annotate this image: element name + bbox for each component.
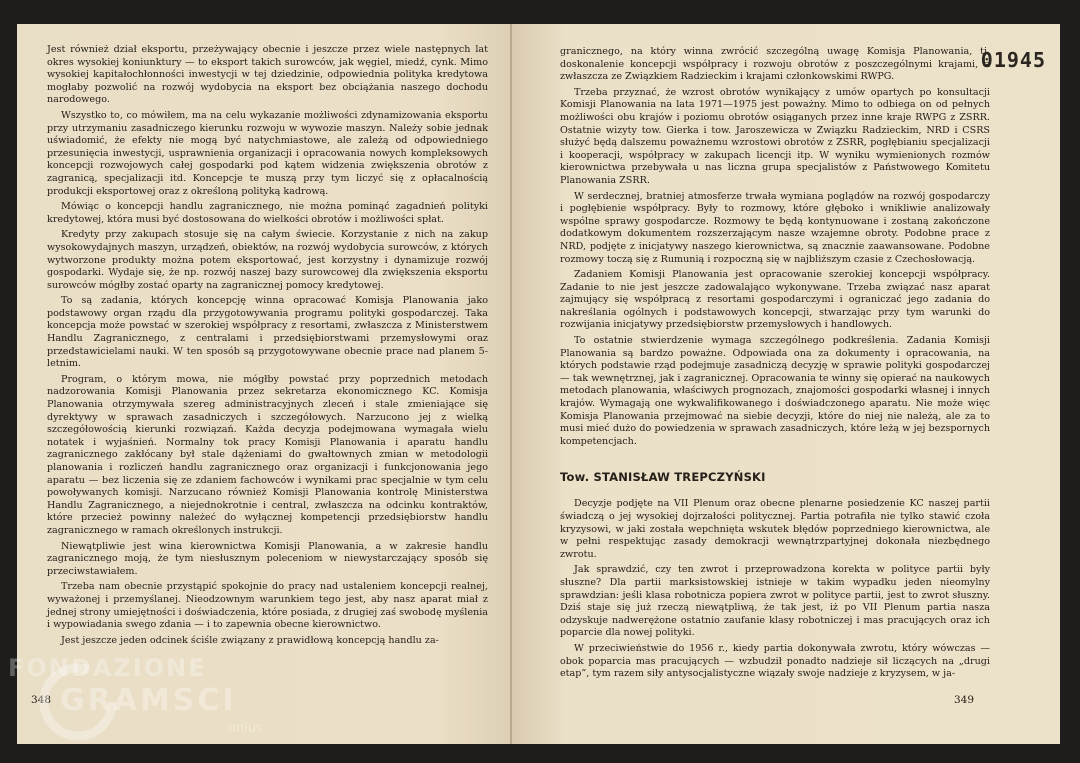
paragraph: Jest również dział eksportu, przeżywający obecnie i jeszcze przez wiele następnych lat okres wysokiej koniunktury — to eksport takich surowców, jak węgiel, miedź, cynk. Mimo wysokiej kapitałochłonności inwestycji w tej dziedzinie, odpowiednia polityka kredytowa mogłaby pozwolić na rozwój wydobycia na eksport bez obciążania naszego dochodu narodowego.: [47, 44, 488, 106]
watermark-line-3: onlus: [228, 721, 263, 736]
right-page-text-before: [560, 46, 990, 448]
document-number: 01945: [980, 48, 1046, 72]
paragraph: Kredyty przy zakupach stosuje się na całym świecie. Korzystanie z nich na zakup wysokowydajnych maszyn, urządzeń, obiektów, na rozwój wydobycia surowców, z których wytworzone produkty można potem eksportować, jest korzystny i dynamizuje rozwój gospodarki. Wydaje się, że np. rozwój naszej bazy surowcowej dla zwiększenia eksportu surowców mógłby zostać oparty na zagranicznej pomocy kredytowej.: [47, 229, 488, 291]
right-page-text-after: [560, 498, 990, 680]
left-page: [17, 24, 510, 744]
paragraph: Wszystko to, co mówiłem, ma na celu wykazanie możliwości zdynamizowania eksportu przy utrzymaniu zasadniczego kierunku rozwoju w wywozie maszyn. Należy sobie jednak uświadomić, że efekty nie mogą być natychmiastowe, ale zależą od odpowiedniego przesunięcia inwestycji, usprawnienia organizacji i opracowania nowych kompleksowych koncepcji rozwojowych całej gospodarki pod kątem widzenia zwiększenia obrotów z zagranicą, specjalizacji itd. Koncepcje te muszą przy tym liczyć się z opłacalnością produkcji eksportowej oraz z określoną polityką kadrową.: [47, 109, 488, 197]
paragraph: W przeciwieństwie do 1956 r., kiedy partia dokonywała zwrotu, który wówczas — obok poparcia mas pracujących — wzbudził ponadto nadzieje sił liczących na „drugi etap”, tym razem siły antysocjalistyczne wiązały swoje nadzieje z kryzysem, w ja-: [560, 642, 990, 680]
paragraph: granicznego, na który winna zwrócić szczególną uwagę Komisja Planowania, tj. doskonalenie koncepcji współpracy i rozwoju obrotów z poszczególnymi krajami, a zwłaszcza ze Związkiem Radzieckim i krajami członkowskimi RWPG.: [560, 46, 990, 83]
left-page-text: [47, 44, 488, 647]
paragraph: Decyzje podjęte na VII Plenum oraz obecne plenarne posiedzenie KC naszej partii świadczą o jej wysokiej dojrzałości politycznej. Partia potrafiła nie tylko stawić czoła kryzysowi, w jaki została wepchnięta wskutek błędów poprzedniego kierownictwa, ale w pełni respektując zasady demokracji wewnątrzpartyjnej dokonała niezbędnego zwrotu.: [560, 498, 990, 560]
right-page-number: 349: [953, 694, 974, 706]
paragraph: Niewątpliwie jest wina kierownictwa Komisji Planowania, a w zakresie handlu zagranicznego moją, że tym niesłusznym poleceniom w niewystarczający sposób się przeciwstawiałem.: [47, 540, 488, 577]
paragraph: W serdecznej, bratniej atmosferze trwała wymiana poglądów na rozwój gospodarczy i pogłębienie współpracy. Były to rozmowy, które głęboko i wnikliwie analizowały wspólne sprawy gospodarcze. Rozmowy te będą kontynuowane i zostaną zakończone dodatkowym dokumentem rozszerzającym nasze wzajemne obroty. Podobne prace z NRD, podjęte z inicjatywy naszego kierownictwa, są znacznie zaawansowane. Podobne rozmowy toczą się z Rumunią i rozpoczną się w najbliższym czasie z Czechosłowacją.: [560, 190, 990, 265]
paragraph: To są zadania, których koncepcję winna opracować Komisja Planowania jako podstawowy organ rządu dla przygotowywania programu polityki gospodarczej. Taka koncepcja może powstać w szerokiej współpracy z resortami, zwłaszcza z Ministerstwem Handlu Zagranicznego, z centralami i przedsiębiorstwami przemysłowymi oraz przedstawicielami nauki. W ten sposób są przygotowywane obecnie prace nad planem 5-letnim.: [47, 295, 488, 370]
left-page-number: 348: [31, 694, 52, 706]
right-page: [512, 24, 1060, 744]
paragraph: Jak sprawdzić, czy ten zwrot i przeprowadzona korekta w polityce partii były słuszne? Dla partii marksistowskiej istnieje w takim wypadku jeden nieomylny sprawdzian: jeśli klasa robotnicza popiera zwrot w polityce partii, jest to zwrot słuszny. Dziś staje się już rzeczą niewątpliwą, że tak jest, iż po VII Plenum partia nasza odzyskuje nadwerężone ostatnio zaufanie klasy robotniczej i mas pracujących oraz ich poparcie dla nowej polityki.: [560, 564, 990, 639]
paragraph: Program, o którym mowa, nie mógłby powstać przy poprzednich metodach nadzorowania Komisji Planowania przez sekretarza ekonomicznego KC. Komisja Planowania otrzymywała szereg administracyjnych zleceń i stale zmieniające się dyrektywy w sprawach zasadniczych i szczegółowych. Narzucono jej z wielką szczegółowością kierunki rozwiązań. Każda decyzja podejmowana wymagała wielu notatek i wyjaśnień. Normalny tok pracy Komisji Planowania i aparatu handlu zagranicznego zakłócany był stale dążeniami do gwałtownych zmian w metodologii planowania i rozliczeń handlu zagranicznego oraz organizacji i funkcjonowania jego aparatu — bez liczenia się ze zdaniem fachowców i wynikami prac specjalnie w tym celu powoływanych komisji. Narzucano również Komisji Planowania kontrolę Ministerstwa Handlu Zagranicznego, a niejednokrotnie i central, zwłaszcza na odcinku kontraktów, które przecież powinny należeć do wyłącznej kompetencji przedsiębiorstw handlu zagranicznego w ramach określonych instrukcji.: [47, 373, 488, 536]
paragraph: Mówiąc o koncepcji handlu zagranicznego, nie można pominąć zagadnień polityki kredytowej, która musi być dostosowana do wielkości obrotów i możliwości spłat.: [47, 201, 488, 225]
paragraph: Trzeba przyznać, że wzrost obrotów wynikający z umów opartych po konsultacji Komisji Planowania na lata 1971—1975 jest poważny. Mimo to odbiega on od pełnych możliwości obu krajów i poziomu obrotów osiąganych przez inne kraje RWPG z ZSRR. Ostatnie wizyty tow. Gierka i tow. Jaroszewicza w Związku Radzieckim, NRD i CSRS służyć będą dalszemu poważnemu wzrostowi obrotów z ZSRR, pogłębianiu specjalizacji i kooperacji, współpracy w zakupach licencji itp. W wyniku wymienionych rozmów kierownictwa przebywała u nas liczna grupa specjalistów z Państwowego Komitetu Planowania ZSRR.: [560, 86, 990, 186]
watermark-line-1: FONDAZIONE: [8, 654, 207, 682]
paragraph: Zadaniem Komisji Planowania jest opracowanie szerokiej koncepcji współpracy. Zadanie to nie jest jeszcze zadowalająco wykonywane. Trzeba związać nasz aparat zajmujący się współpracą z resortami gospodarczymi i ograniczać jego zadania do nakreślania ogólnych i podstawowych koncepcji, stwarzając przy tym warunki do rozwijania inicjatywy przedsiębiorstw przemysłowych i handlowych.: [560, 269, 990, 331]
paragraph: Jest jeszcze jeden odcinek ściśle związany z prawidłową koncepcją handlu za-: [61, 634, 439, 646]
paragraph: To ostatnie stwierdzenie wymaga szczególnego podkreślenia. Zadania Komisji Planowania są bardzo poważne. Odpowiada ona za dokumenty i opracowania, na których podstawie rząd podejmuje zasadniczą decyzję w sprawie polityki gospodarczej — tak wewnętrznej, jak i zagranicznej. Opracowania te winny się opierać na naukowych metodach planowania, właściwych prognozach, znajomości gospodarki własnej i innych krajów. Wymagają one wykwalifikowanego i doświadczonego aparatu. Nie może więc Komisja Planowania przejmować na siebie decyzji, które do niej nie należą, ale za to musi mieć dużo do powiedzenia w sprawach zasadniczych, które leżą w jej bezspornych kompetencjach.: [560, 335, 990, 447]
paragraph: Trzeba nam obecnie przystąpić spokojnie do pracy nad ustaleniem koncepcji realnej, wyważonej i przemyślanej. Nieodzownym warunkiem tego jest, aby nasz aparat miał z jednej strony umiejętności i doświadczenia, które posiada, z drugiej zaś swobodę myślenia i wypowiadania swego zdania — i to zapewnia obecne kierownictwo.: [47, 581, 488, 631]
watermark-line-2: GRAMSCI: [60, 683, 237, 718]
speaker-heading: Tow. STANISŁAW TREPCZYŃSKI: [560, 470, 766, 485]
